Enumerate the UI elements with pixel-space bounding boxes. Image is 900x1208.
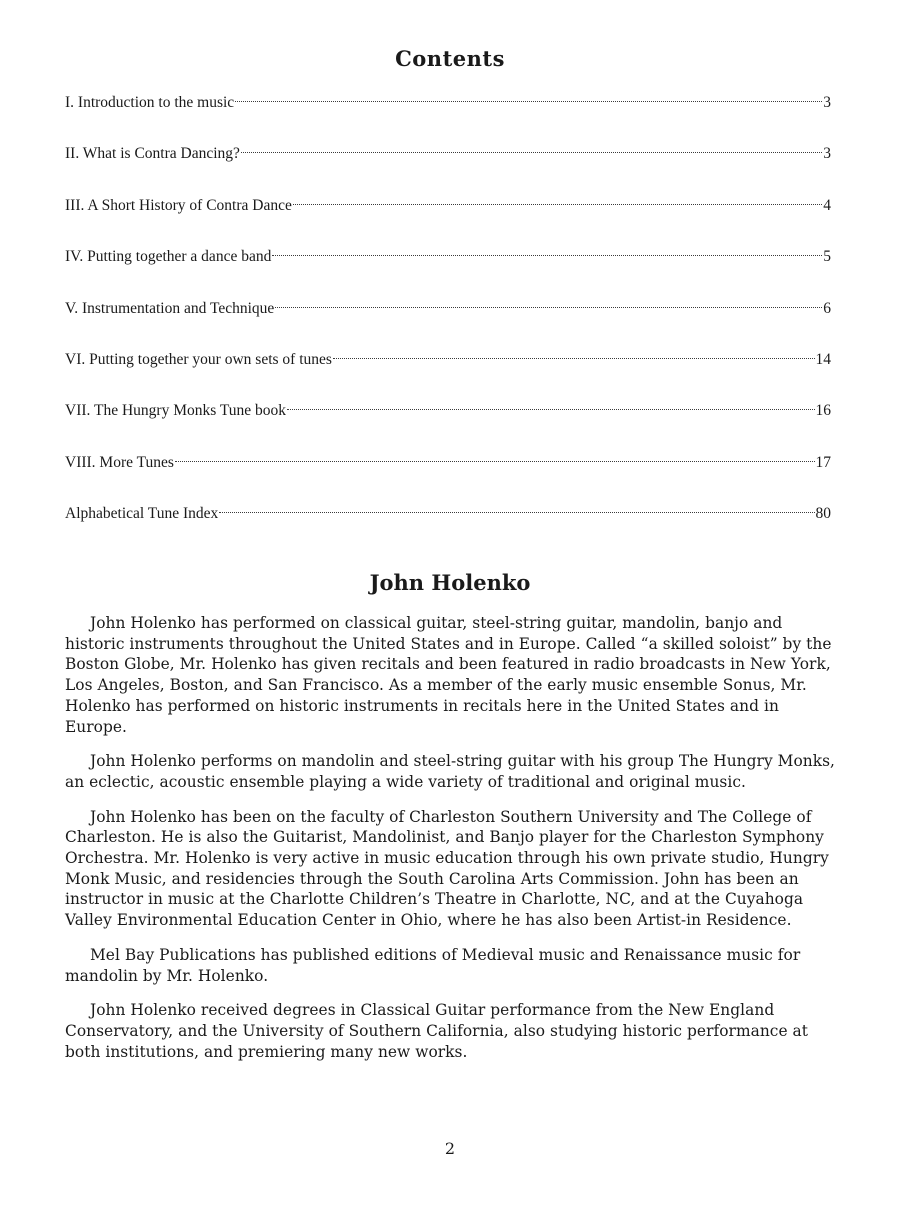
toc-entry-page: 14: [815, 350, 831, 368]
toc-entry: [65, 142, 831, 193]
biography-paragraph: John Holenko has been on the faculty of Charleston Southern University and The College of Charleston. He is also the Guitarist, Mandolinist, and Banjo player for the Charleston Symphony Orchestra. Mr. Holenko is very active in music education through his own private studio, Hungry Monk Music, and residencies through the South Carolina Arts Commission. John has been an instructor in music at the Charlotte Children’s Theatre in Charlotte, NC, and at the Cuyahoga Valley Environmental Education Center in Ohio, where he has also been Artist-in Residence.: [65, 807, 829, 930]
toc-entry: [65, 91, 831, 142]
toc-entry: [65, 348, 831, 399]
toc-dot-leader: [175, 461, 815, 462]
toc-dot-leader: [219, 512, 814, 513]
toc-dot-leader: [275, 307, 822, 308]
biography-paragraph: John Holenko has performed on classical guitar, steel-string guitar, mandolin, banjo and historic instruments throughout the United States and in Europe. Called “a skilled soloist” by the Boston Globe, Mr. Holenko has given recitals and been featured in radio broadcasts in New York, Los Angeles, Boston, and San Francisco. As a member of the early music ensemble Sonus, Mr. Holenko has performed on historic instruments in recitals here in the United States and in Europe.: [65, 614, 832, 736]
toc-entry: [65, 245, 831, 296]
contents-heading: Contents: [395, 46, 505, 71]
toc-entry-title: IV. Putting together a dance band: [65, 248, 272, 266]
toc-entry: [65, 451, 831, 502]
toc-entry: [65, 297, 831, 348]
toc-entry-title: VI. Putting together your own sets of tunes: [65, 350, 332, 368]
toc-dot-leader: [272, 255, 822, 256]
toc-entry-title: VII. The Hungry Monks Tune book: [65, 402, 287, 420]
toc-entry-title: I. Introduction to the music: [65, 94, 235, 111]
toc-entry-page: 3: [823, 94, 831, 111]
toc-entry-page: 5: [823, 248, 831, 266]
toc-entry: [65, 502, 831, 553]
toc-dot-leader: [293, 204, 822, 205]
biography-paragraph: Mel Bay Publications has published editions of Medieval music and Renaissance music for mandolin by Mr. Holenko.: [65, 945, 801, 985]
toc-dot-leader: [241, 152, 822, 153]
biography-paragraph: John Holenko performs on mandolin and steel-string guitar with his group The Hungry Monks, an eclectic, acoustic ensemble playing a wide variety of traditional and original music.: [65, 752, 835, 791]
toc-entry-page: 80: [815, 505, 831, 523]
toc-entry-page: 17: [815, 453, 831, 471]
biography-body: [65, 613, 839, 1076]
toc-entry-title: III. A Short History of Contra Dance: [65, 196, 292, 214]
toc-entry-page: 4: [823, 196, 831, 214]
biography-paragraph: John Holenko received degrees in Classical Guitar performance from the New England Conservatory, and the University of Southern California, also studying historic performance at both institutions, and premiering many new works.: [65, 1001, 809, 1061]
toc-entry-page: 3: [823, 145, 831, 163]
table-of-contents: [65, 91, 831, 554]
toc-dot-leader: [287, 409, 814, 410]
biography-heading: John Holenko: [369, 570, 531, 595]
toc-entry-page: 16: [815, 402, 831, 420]
toc-entry: [65, 194, 831, 245]
toc-entry-title: Alphabetical Tune Index: [65, 505, 219, 523]
toc-entry-title: V. Instrumentation and Technique: [65, 299, 275, 317]
toc-dot-leader: [333, 358, 815, 359]
toc-entry-page: 6: [823, 299, 831, 317]
toc-entry: [65, 399, 831, 450]
toc-dot-leader: [235, 101, 822, 102]
toc-entry-title: II. What is Contra Dancing?: [65, 145, 240, 163]
page-number: 2: [444, 1139, 456, 1158]
toc-entry-title: VIII. More Tunes: [65, 453, 174, 471]
